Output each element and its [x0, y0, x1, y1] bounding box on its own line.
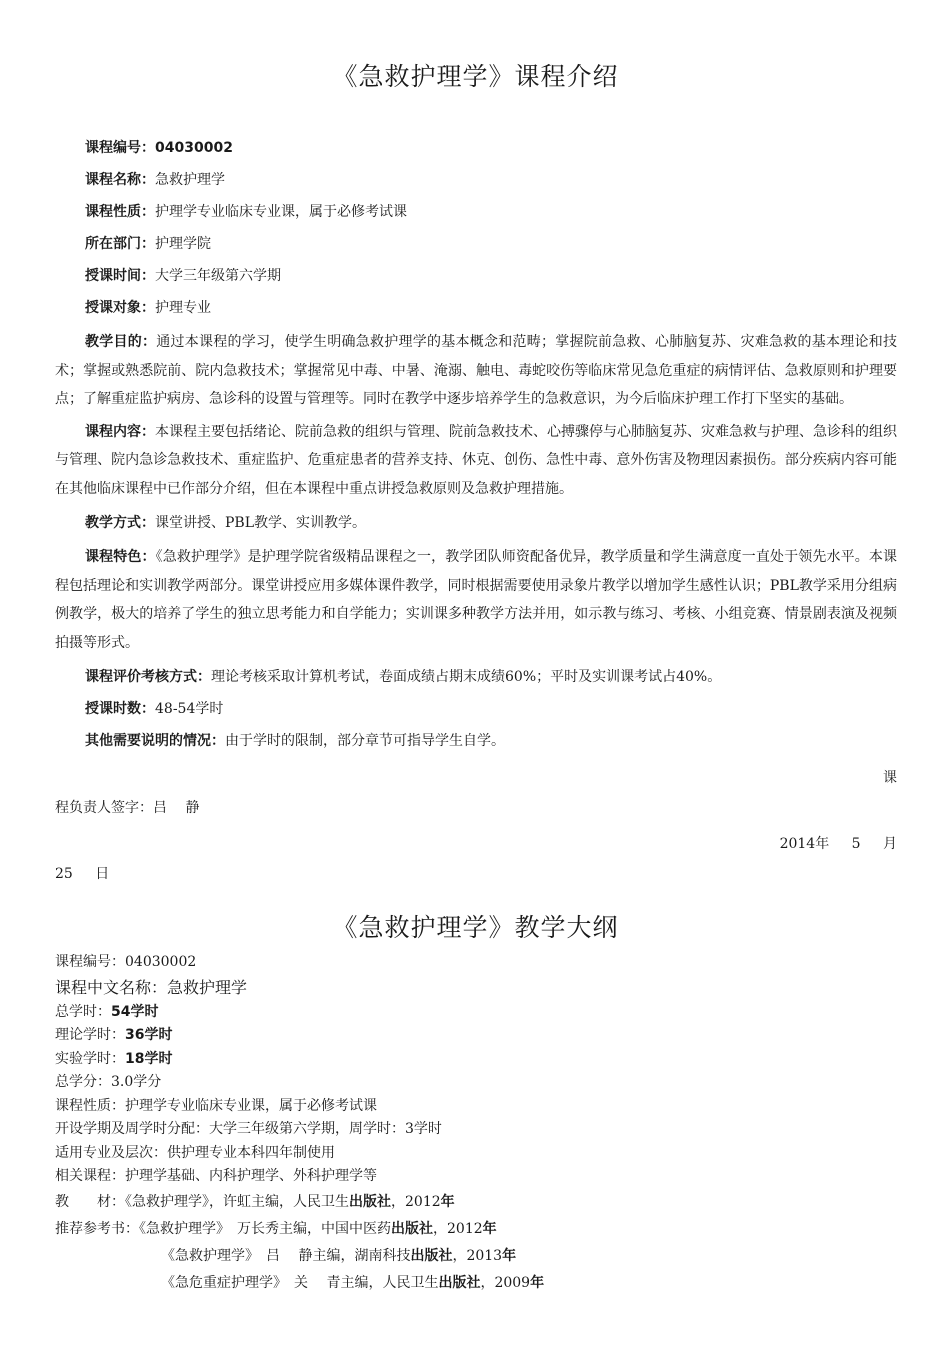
- field-label: 总学分：: [55, 1074, 111, 1090]
- applicable-value: 供护理专业本科四年制使用: [167, 1144, 335, 1161]
- syllabus-nature-value: 护理学专业临床专业课，属于必修考试课: [125, 1097, 377, 1114]
- signature-line-1: 课: [883, 770, 897, 786]
- theory-hours-value: 36学时: [125, 1027, 173, 1043]
- semester-row: [55, 1118, 897, 1142]
- syllabus-code-row: [55, 951, 897, 975]
- field-label: 课程评价考核方式：: [85, 669, 211, 685]
- date-line-2: 25 日: [55, 866, 110, 882]
- intro-title: 《急救护理学》课程介绍: [332, 62, 619, 91]
- course-nature-value: 护理学专业临床专业课，属于必修考试课: [155, 204, 407, 220]
- reference-row-3: [55, 1270, 897, 1297]
- teaching-method-row: [55, 507, 897, 539]
- credits-value: 3.0学分: [111, 1074, 162, 1090]
- semester-value: 大学三年级第六学期，周学时：3学时: [209, 1121, 442, 1137]
- textbook-year: ，2012: [391, 1193, 441, 1210]
- syllabus-cn-name-value: 急救护理学: [167, 977, 248, 997]
- field-label: 总学时：: [55, 1003, 111, 1020]
- field-label: 课程中文名称：: [55, 977, 168, 997]
- theory-hours-row: [55, 1024, 897, 1048]
- field-label: 推荐参考书：: [55, 1220, 139, 1237]
- reference-row-2: [55, 1243, 897, 1270]
- department-value: 护理学院: [155, 236, 211, 252]
- reference-title: 《急救护理学》 吕 静主编，湖南科技: [161, 1247, 411, 1264]
- field-label: 课程编号：: [55, 954, 125, 970]
- reference-year: ，2009: [480, 1274, 531, 1291]
- teaching-method-value: 课堂讲授、PBL教学、实训教学。: [155, 515, 367, 531]
- reference-year-unit: 年: [482, 1220, 497, 1237]
- teaching-goal-text: 通过本课程的学习，使学生明确急救护理学的基本概念和范畴；掌握院前急救、心肺脑复苏、灾难急救的基本理论和技术；掌握或熟悉院前、院内急救技术；掌握常见中毒、中暑、淹溺、触电、毒蛇咬伤等临床常见急危重症的病情评估、急救原则和护理要点；了解重症监护病房、急诊科的设置与管理等。同时在教学中逐步培养学生的急救意识，为今后临床护理工作打下坚实的基础。: [55, 334, 897, 407]
- course-intro-section: [55, 132, 897, 889]
- field-label: 课程性质：: [85, 204, 155, 220]
- field-label: 教学目的：: [85, 334, 157, 350]
- syllabus-section: [55, 951, 897, 1297]
- other-notes-value: 由于学时的限制，部分章节可指导学生自学。: [225, 733, 505, 749]
- reference-year: ，2012: [433, 1220, 483, 1237]
- total-hours-value: 54学时: [111, 1003, 159, 1020]
- field-label: 课程名称：: [85, 172, 155, 188]
- textbook-row: [55, 1189, 897, 1216]
- course-code-row: [55, 132, 897, 164]
- textbook-publisher-word: 出版社: [349, 1193, 391, 1210]
- course-code-value: 04030002: [155, 140, 233, 156]
- other-notes-row: [55, 725, 897, 757]
- course-content-text: 本课程主要包括绪论、院前急救的组织与管理、院前急救技术、心搏骤停与心肺脑复苏、灾难急救与护理、急诊科的组织与管理、院内急诊急救技术、重症监护、危重症患者的营养支持、休克、创伤、急性中毒、意外伤害及物理因素损伤。部分疾病内容可能在其他临床课程中已作部分介绍，但在本课程中重点讲授急救原则及急救护理措施。: [55, 423, 897, 497]
- field-label: 实验学时：: [55, 1050, 125, 1067]
- teaching-time-row: [55, 260, 897, 292]
- syllabus-nature-row: [55, 1095, 897, 1119]
- signature-line-2: 程负责人签字：吕 静: [55, 800, 200, 816]
- field-label: 教学方式：: [85, 515, 155, 531]
- field-label: 教 材：: [55, 1193, 125, 1210]
- related-courses-value: 护理学基础、内科护理学、外科护理学等: [125, 1168, 377, 1184]
- related-courses-row: [55, 1165, 897, 1189]
- field-label: 授课时间：: [85, 268, 155, 284]
- field-label: 适用专业及层次：: [55, 1144, 167, 1161]
- field-label: 课程特色：: [85, 549, 156, 565]
- field-label: 课程编号：: [85, 140, 155, 156]
- evaluation-row: [55, 661, 897, 693]
- date-line-1: 2014年 5 月: [779, 836, 897, 852]
- lab-hours-row: [55, 1048, 897, 1072]
- applicable-row: [55, 1142, 897, 1166]
- reference-year: ，2013: [452, 1247, 503, 1264]
- reference-year-unit: 年: [502, 1247, 517, 1264]
- department-row: [55, 228, 897, 260]
- reference-title: 《急危重症护理学》 关 青主编，人民卫生: [161, 1274, 439, 1291]
- reference-publisher-word: 出版社: [391, 1220, 433, 1237]
- reference-publisher-word: 出版社: [410, 1247, 453, 1264]
- textbook-year-unit: 年: [440, 1193, 455, 1210]
- total-hours-row: [55, 1001, 897, 1025]
- course-name-row: [55, 164, 897, 196]
- syllabus-cn-name-row: [55, 975, 897, 1001]
- teaching-time-value: 大学三年级第六学期: [155, 268, 281, 284]
- field-label: 理论学时：: [55, 1027, 125, 1043]
- lab-hours-value: 18学时: [125, 1050, 173, 1067]
- syllabus-title: 《急救护理学》教学大纲: [332, 913, 619, 942]
- credits-row: [55, 1071, 897, 1095]
- reference-title: 《急救护理学》 万长秀主编，中国中医药: [139, 1220, 391, 1237]
- course-name-value: 急救护理学: [155, 172, 225, 188]
- reference-row-1: [55, 1216, 897, 1243]
- target-audience-row: [55, 292, 897, 324]
- target-audience-value: 护理专业: [155, 300, 211, 316]
- teaching-hours-value: 48-54学时: [155, 701, 224, 717]
- field-label: 相关课程：: [55, 1168, 125, 1184]
- textbook-title: 《急救护理学》，许虹主编，人民卫生: [125, 1193, 349, 1210]
- course-feature-paragraph: [55, 543, 897, 657]
- reference-year-unit: 年: [530, 1274, 545, 1291]
- teaching-hours-row: [55, 693, 897, 725]
- field-label: 课程性质：: [55, 1097, 125, 1114]
- field-label: 其他需要说明的情况：: [85, 733, 225, 749]
- reference-publisher-word: 出版社: [438, 1274, 481, 1291]
- field-label: 开设学期及周学时分配：: [55, 1121, 209, 1137]
- course-feature-text: 《急救护理学》是护理学院省级精品课程之一，教学团队师资配备优异，教学质量和学生满意度一直处于领先水平。本课程包括理论和实训教学两部分。课堂讲授应用多媒体课件教学，同时根据需要使用录象片教学以增加学生感性认识；PBL教学采用分组病例教学，极大的培养了学生的独立思考能力和自学能力；实训课多种教学方法并用，如示教与练习、考核、小组竞赛、情景剧表演及视频拍摄等形式。: [55, 549, 898, 651]
- teaching-goal-paragraph: [55, 328, 897, 414]
- field-label: 授课时数：: [85, 701, 155, 717]
- field-label: 课程内容：: [85, 423, 155, 440]
- course-nature-row: [55, 196, 897, 228]
- evaluation-value: 理论考核采取计算机考试，卷面成绩占期末成绩60%；平时及实训课考试占40%。: [211, 669, 722, 685]
- syllabus-code-value: 04030002: [125, 954, 197, 970]
- field-label: 授课对象：: [85, 300, 155, 316]
- field-label: 所在部门：: [85, 236, 155, 252]
- course-content-paragraph: [55, 418, 897, 504]
